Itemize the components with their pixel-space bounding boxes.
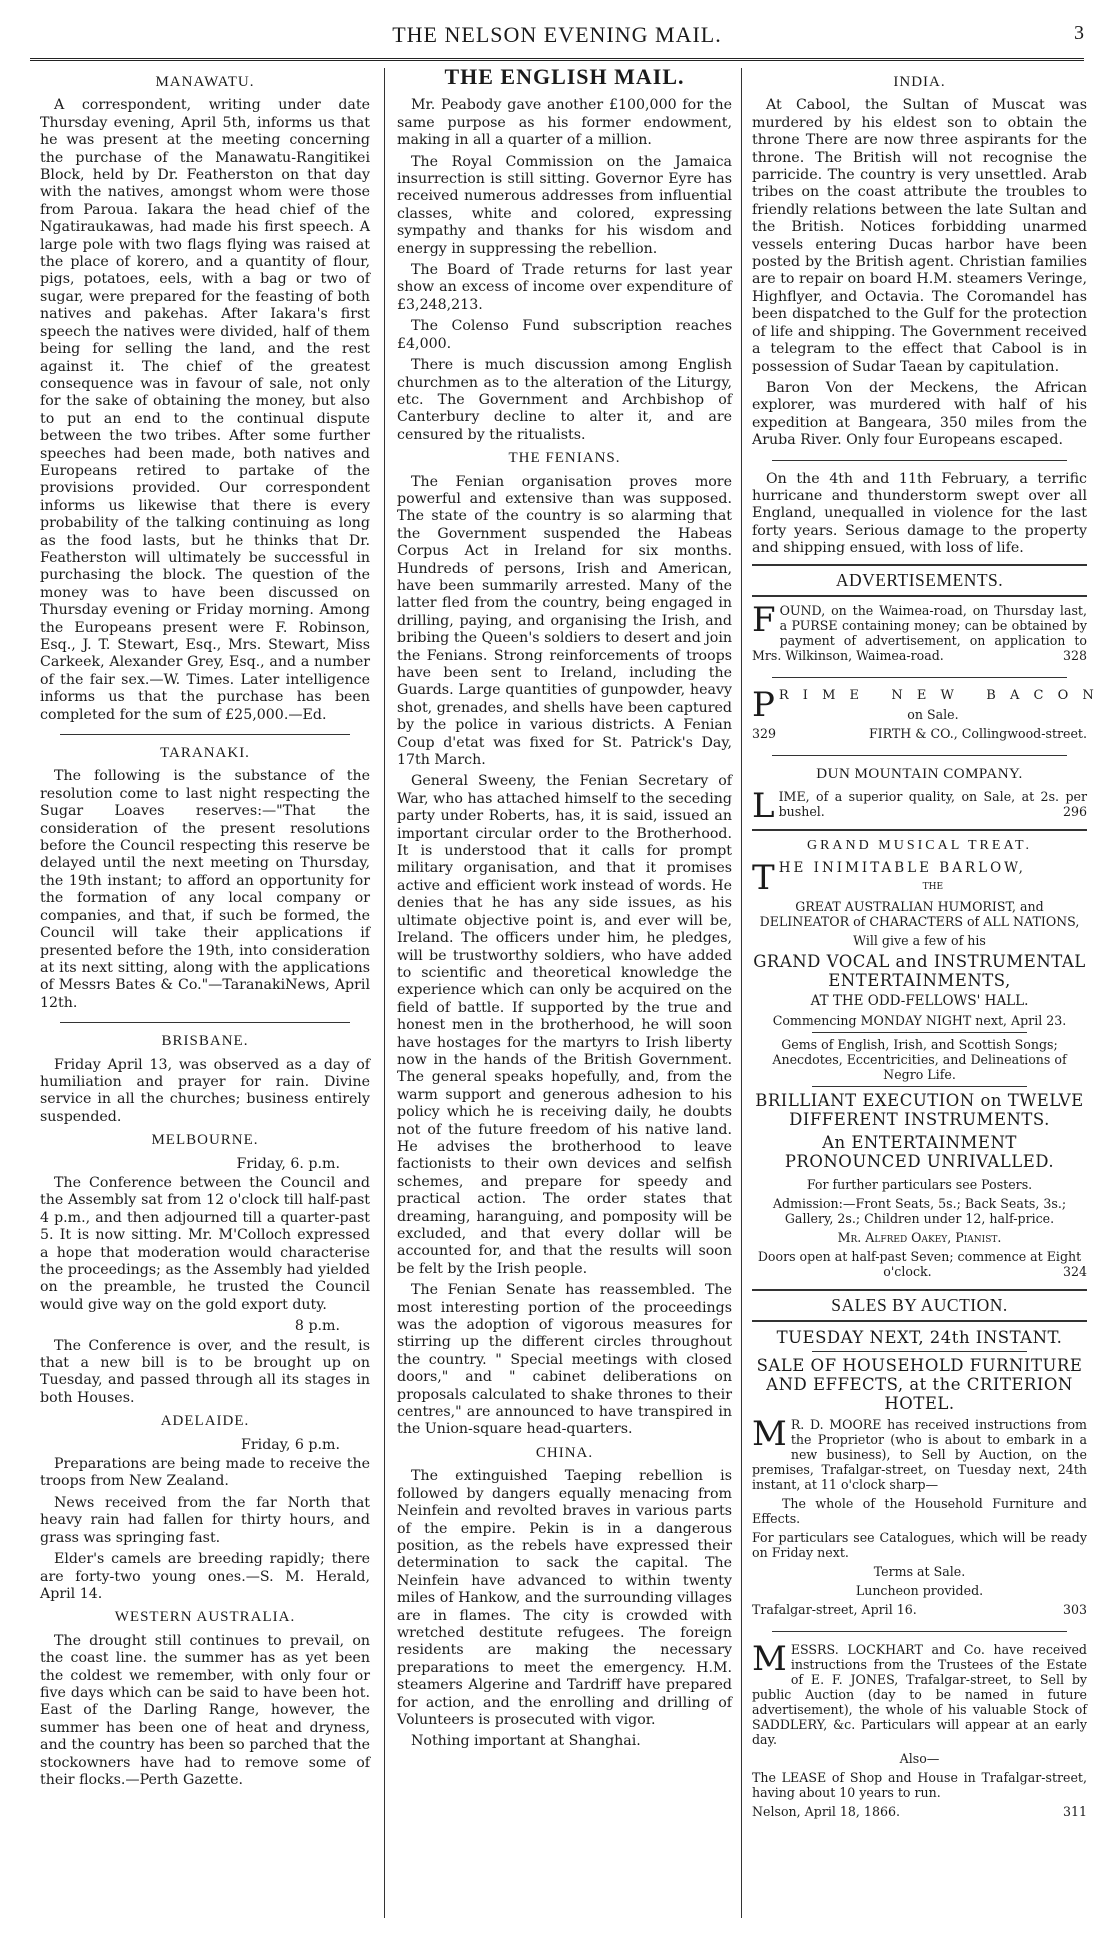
ad-text: Doors open at half-past Seven; commence at Eight o'clock. (757, 1248, 1082, 1279)
article-western-australia: The drought still continues to prevail, on the coast line. the summer has as yet been the coldest we remember, with only four or five days which can be said to have been hot. East of the Darling Range, however, the summer has been one of heat and dryness, and the country has been so parched that the stockowners have had to remove some of their flocks.—Perth Gazette. (40, 1632, 370, 1788)
masthead-rule (30, 58, 1084, 63)
ad-heading: BRILLIANT EXECUTION on TWELVE DIFFERENT INSTRUMENTS. (755, 1090, 1084, 1129)
drop-cap: F (752, 599, 776, 640)
ad-heading: GRAND VOCAL and INSTRUMENTAL ENTERTAINMENTS, (753, 951, 1086, 990)
ad-lockhart (752, 1639, 1087, 1823)
ad-heading: HE INIMITABLE BARLOW, (778, 859, 1026, 876)
divider (812, 1351, 1027, 1352)
drop-cap: T (752, 857, 775, 898)
ad-text: GREAT AUSTRALIAN HUMORIST, and DELINEATOR of CHARACTERS of ALL NATIONS, (759, 898, 1080, 929)
ad-text: Trafalgar-street, April 16. (752, 1602, 917, 1618)
heading-china: CHINA. (535, 1444, 594, 1461)
heading-melbourne: MELBOURNE. (151, 1132, 259, 1149)
divider (60, 1022, 350, 1023)
ad-number: 328 (1062, 647, 1087, 663)
article-english-1: Mr. Peabody gave another £100,000 for the same purpose as his former endowment, making in all a quarter of a million. (397, 97, 732, 149)
ad-text: ESSRS. LOCKHART and Co. have received instructions from the Trustees of the Estate of E. F. JONES, Trafalgar-street, to Sell by public Auction (day to be named in future advertisement), the whole of his valuable Stock of SADDLERY, &c. Particulars will appear at an early day. (752, 1642, 1087, 1748)
ad-text: on Sale. (907, 706, 959, 722)
ad-text: Luncheon provided. (855, 1583, 984, 1599)
ad-text: Gems of English, Irish, and Scottish Songs; Anecdotes, Eccentricities, and Delineations of Negro Life. (772, 1036, 1067, 1082)
divider (752, 1289, 1087, 1291)
article-melbourne-2: The Conference is over, and the result, is that a new bill is to be brought up on Tuesday, and passed through all its stages in both Houses. (40, 1337, 370, 1406)
heading-dun-mountain: DUN MOUNTAIN COMPANY. (816, 765, 1023, 782)
ad-heading: SALE OF HOUSEHOLD FURNITURE AND EFFECTS, at the CRITERION HOTEL. (756, 1356, 1083, 1414)
article-english-5: There is much discussion among English churchmen as to the alteration of the Liturgy, etc. The Government and Archbishop of Canterbury decline to alter it, and are censured by the ritualists. (397, 357, 732, 443)
article-fenians-3: The Fenian Senate has reassembled. The most interesting portion of the proceedings was the adoption of vigorous measures for stirring up the different circles throughout the country. " Special meetings with closed doors," and " cabinet deliberations on proposals calculated to shake thrones to their centres," are announced to have transpired in the Union-square head-quarters. (397, 1282, 732, 1438)
ad-text: Also— (899, 1751, 940, 1767)
dateline: Friday, 6. p.m. (236, 1155, 340, 1172)
divider (752, 564, 1087, 566)
article-manawatu: A correspondent, writing under date Thursday evening, April 5th, informs us that he was present at the meeting concerning the purchase of the Manawatu-Rangitikei Block, held by Dr. Featherston on that day with the natives, amongst whom were those from Paroua. Iakara the head chief of the Ngatiraukawas, had made his first speech. A large pole with two flags flying was raised at the place of korero, and a quantity of flour, pigs, potatoes, eels, with a bag or two of sugar, were prepared for the feasting of both natives and pakehas. After Iakara's first speech the natives were divided, half of them being for selling the land, and the rest against it. The chief of the greatest consequence was in favour of sale, not only for the sake of obtaining the money, but also to put an end to the continual dispute between the two tribes. After some further speeches had been made, both natives and Europeans retired to partake of the provisions provided. Our correspondent informs us likewise that there is every probability of the talking continuing as long as the food lasts, but he thinks that Dr. Featherston will ultimately be successful in purchasing the block. The question of the money was to have been discussed on Thursday evening or Friday morning. Among the Europeans present were F. Robinson, Esq., J. T. Stewart, Esq., Mrs. Stewart, Miss Carkeek, Alexander Grey, Esq., and a number of the fair sex.—W. Times. Later intelligence informs us that the purchase has been completed for the sum of £25,000.—Ed. (40, 97, 370, 723)
heading-fenians: THE FENIANS. (508, 450, 621, 467)
article-adelaide-1: Preparations are being made to receive the troops from New Zealand. (40, 1456, 370, 1490)
divider (772, 1631, 1067, 1632)
drop-cap: M (752, 1639, 787, 1680)
ad-criterion-sale (752, 1328, 1087, 1621)
article-china-2: Nothing important at Shanghai. (411, 1733, 641, 1750)
heading-english-mail: THE ENGLISH MAIL. (444, 64, 685, 89)
ad-text: For particulars see Catalogues, which will be ready on Friday next. (752, 1530, 1087, 1561)
masthead (30, 22, 1084, 54)
ad-number: 296 (1062, 804, 1087, 820)
ad-text: THE (922, 881, 944, 892)
article-melbourne-1: The Conference between the Council and the Assembly sat from 12 o'clock till half-past 4 p.m., and then adjourned till a quarter-past 5. It is now sitting. Mr. M'Colloch expressed a hope that moderation would characterise the proceedings; as the Assembly had yielded on the preamble, he trusted the Council would give way on the gold export duty. (40, 1174, 370, 1313)
divider (772, 460, 1067, 461)
article-english-3: The Board of Trade returns for last year show an excess of income over expenditure of £3,248,213. (397, 262, 732, 313)
ad-lime (752, 786, 1087, 827)
heading-musical-treat: GRAND MUSICAL TREAT. (806, 838, 1033, 854)
article-india-2: Baron Von der Meckens, the African explorer, was murdered with half of his expedition at Bangeara, 350 miles from the Aruba River. Only four Europeans escaped. (752, 379, 1087, 449)
ad-text: OUND, on the Waimea-road, on Thursday last, a PURSE containing money; can be obtained by payment of advertisement, on application to Mrs. Wilkinson, Waimea-road. (752, 602, 1087, 663)
heading-western-australia: WESTERN AUSTRALIA. (114, 1609, 296, 1626)
ad-text: Terms at Sale. (873, 1564, 966, 1580)
article-adelaide-2: News received from the far North that heavy rain had fallen for thirty hours, and grass was springing fast. (40, 1494, 370, 1546)
article-india-1: At Cabool, the Sultan of Muscat was murdered by his eldest son to obtain the throne There are now three aspirants for the throne. The British will not recognise the parricide. The country is very unsettled. Arab tribes on the coast attribute the troubles to friendly relations between the late Sultan and the British. Notices forbidding unarmed vessels entering Ducas harbor have been posted by the British agent. Christian families are to repair on board H.M. steamers Veringe, Highflyer, and Octavia. The Coromandel has been dispatched to the Gulf for the protection of life and shipping. The Government received a telegram to the effect that Cabool is in possession of Sudar Taean by capitulation. (752, 97, 1087, 375)
article-english-4: The Colenso Fund subscription reaches £4,000. (397, 318, 732, 352)
article-english-2: The Royal Commission on the Jamaica insurrection is still sitting. Governor Eyre has received numerous addresses from influential classes, white and colored, expressing sympathy and thanks for his wisdom and energy in suppressing the rebellion. (397, 153, 732, 257)
article-fenians-2: General Sweeny, the Fenian Secretary of War, who has attached himself to the seceding party under Roberts, has, it is said, issued an important circular order to the Brotherhood. It is understood that it calls for prompt military organisation, and that it promises active and efficient work instead of words. He denies that he has any side issues, as his ultimate objective point is, and ever will be, Ireland. The officers under him, he pledges, will be trustworthy soldiers, who have added to scientific and theoretical knowledge the experience which can only be acquired on the field of battle. If supported by the true and honest men in the brotherhood, he will soon have hostages for the martyrs to Irish liberty now in the hands of the British Government. The general speaks hopefully, and, from the warm support and generous adhesion to his policy which he is receiving daily, he doubts not of the future freedom of his native land. He advises the brotherhood to leave factionists to their own devices and selfish schemes, and prepare for speedy and practical action. The order states that dreaming, haranguing, and pomposity will be excluded, and that every dollar will be accounted for, and that the results will soon be felt by the Irish people. (397, 773, 732, 1277)
divider (752, 1320, 1087, 1322)
heading-india: INDIA. (893, 74, 946, 90)
heading-manawatu: MANAWATU. (155, 74, 255, 90)
ad-bacon (752, 684, 1099, 745)
ad-heading: TUESDAY NEXT, 24th INSTANT. (776, 1328, 1063, 1348)
heading-adelaide: ADELAIDE. (160, 1413, 250, 1430)
divider (772, 677, 1067, 678)
ad-text: AT THE ODD-FELLOWS' HALL. (810, 992, 1029, 1009)
ad-number: 324 (1062, 1263, 1087, 1279)
column-2 (397, 64, 732, 1755)
column-1 (40, 68, 370, 1793)
article-adelaide-3: Elder's camels are breeding rapidly; there are forty-two young ones.—S. M. Herald, April 14. (40, 1551, 370, 1602)
ad-text: The whole of the Household Furniture and Effects. (752, 1496, 1087, 1527)
ad-text: Nelson, April 18, 1866. (752, 1804, 900, 1820)
divider (60, 734, 350, 735)
ad-heading: An ENTERTAINMENT PRONOUNCED UNRIVALLED. (784, 1132, 1055, 1171)
article-hurricane: On the 4th and 11th February, a terrific hurricane and thunderstorm swept over all England, unequalled in violence for the last forty years. Serious damage to the property and shipping ensued, with loss of life. (752, 470, 1087, 557)
ad-text: Admission:—Front Seats, 5s.; Back Seats, 3s.; Gallery, 2s.; Children under 12, half-price. (772, 1195, 1067, 1226)
ad-number: 311 (1062, 1804, 1087, 1820)
article-taranaki: The following is the substance of the resolution come to last night respecting the Sugar Loaves reserves:—"That the consideration of the present resolutions before the Council respecting this reserve be delayed until the next meeting on Thursday, the 19th instant; to afford an opportunity for the formation of any local company or companies, and that, if such be formed, the Council will take their applications if presented before the 19th, into consideration at its next sitting, along with the applications of Messrs Bates & Co."—TaranakiNews, April 12th. (40, 768, 370, 1011)
column-rule-2 (741, 68, 742, 1918)
ad-found-purse (752, 599, 1087, 667)
ad-text: The LEASE of Shop and House in Trafalgar-street, having about 10 years to run. (752, 1770, 1087, 1801)
article-brisbane: Friday April 13, was observed as a day of humiliation and prayer for rain. Divine service in all the churches; business entirely suspended. (40, 1056, 370, 1125)
ad-heading: R I M E N E W B A C O N (778, 687, 1099, 703)
ad-text: For further particulars see Posters. (806, 1176, 1033, 1192)
ad-text: Will give a few of his (853, 932, 986, 948)
ad-number: 303 (1062, 1602, 1087, 1618)
drop-cap: M (752, 1414, 787, 1455)
divider (772, 755, 1067, 756)
dateline: 8 p.m. (294, 1318, 340, 1335)
heading-brisbane: BRISBANE. (161, 1033, 249, 1050)
ad-barlow (752, 857, 1087, 1283)
heading-advertisements: ADVERTISEMENTS. (835, 569, 1004, 590)
heading-taranaki: TARANAKI. (160, 745, 250, 762)
dateline: Friday, 6 p.m. (241, 1436, 340, 1453)
ad-number: 329 (752, 725, 777, 741)
divider (812, 1086, 1027, 1087)
heading-sales-by-auction: SALES BY AUCTION. (831, 1294, 1008, 1315)
divider (752, 829, 1087, 831)
drop-cap: P (752, 684, 775, 725)
page-number: 3 (1074, 22, 1084, 44)
article-china-1: The extinguished Taeping rebellion is followed by dangers equally menacing from Neinfein and revolted braves in various parts of the empire. Pekin is in a dangerous position, as the rebels have expressed their determination to sack the capital. The Neinfein have advanced to within twenty miles of Hankow, and the surrounding villages are in flames. The city is crowded with wretched destitute refugees. The foreign residents are making the necessary preparations to meet the emergency. H.M. steamers Algerine and Tardriff have prepared for action, and the enrolling and drilling of Volunteers is prosecuted with vigor. (397, 1468, 732, 1728)
column-3 (752, 68, 1099, 1829)
newspaper-title: THE NELSON EVENING MAIL. (392, 22, 722, 47)
ad-text: Commencing MONDAY NIGHT next, April 23. (772, 1012, 1067, 1028)
ad-text: IME, of a superior quality, on Sale, at 2s. per bushel. (778, 789, 1087, 820)
divider (812, 1032, 1027, 1033)
column-rule-1 (384, 68, 385, 1918)
ad-text: Mr. Alfred Oakey, Pianist. (837, 1229, 1002, 1245)
divider (752, 595, 1087, 597)
article-fenians-1: The Fenian organisation proves more powerful and extensive than was supposed. The state of the country is so alarming that the Government suspended the Habeas Corpus Act in Ireland for six months. Hundreds of persons, Irish and American, have been summarily arrested. Many of the latter fled from the country, being engaged in drilling, paying, and organising the Irish, and bribing the Queen's soldiers to desert and join the Fenians. Strong reinforcements of troops have been sent to Ireland, including the Guards. Large quantities of gunpowder, heavy shot, grenades, and shells have been captured by the police in various districts. A Fenian Coup d'etat was fixed for St. Patrick's Day, 17th March. (397, 473, 732, 769)
ad-firm: FIRTH & CO., Collingwood-street. (868, 725, 1087, 741)
drop-cap: L (752, 786, 775, 827)
ad-text: R. D. MOORE has received instructions from the Proprietor (who is about to embark in a new business), to Sell by Auction, on the premises, Trafalgar-street, on Tuesday next, 24th instant, at 11 o'clock sharp— (752, 1417, 1087, 1493)
